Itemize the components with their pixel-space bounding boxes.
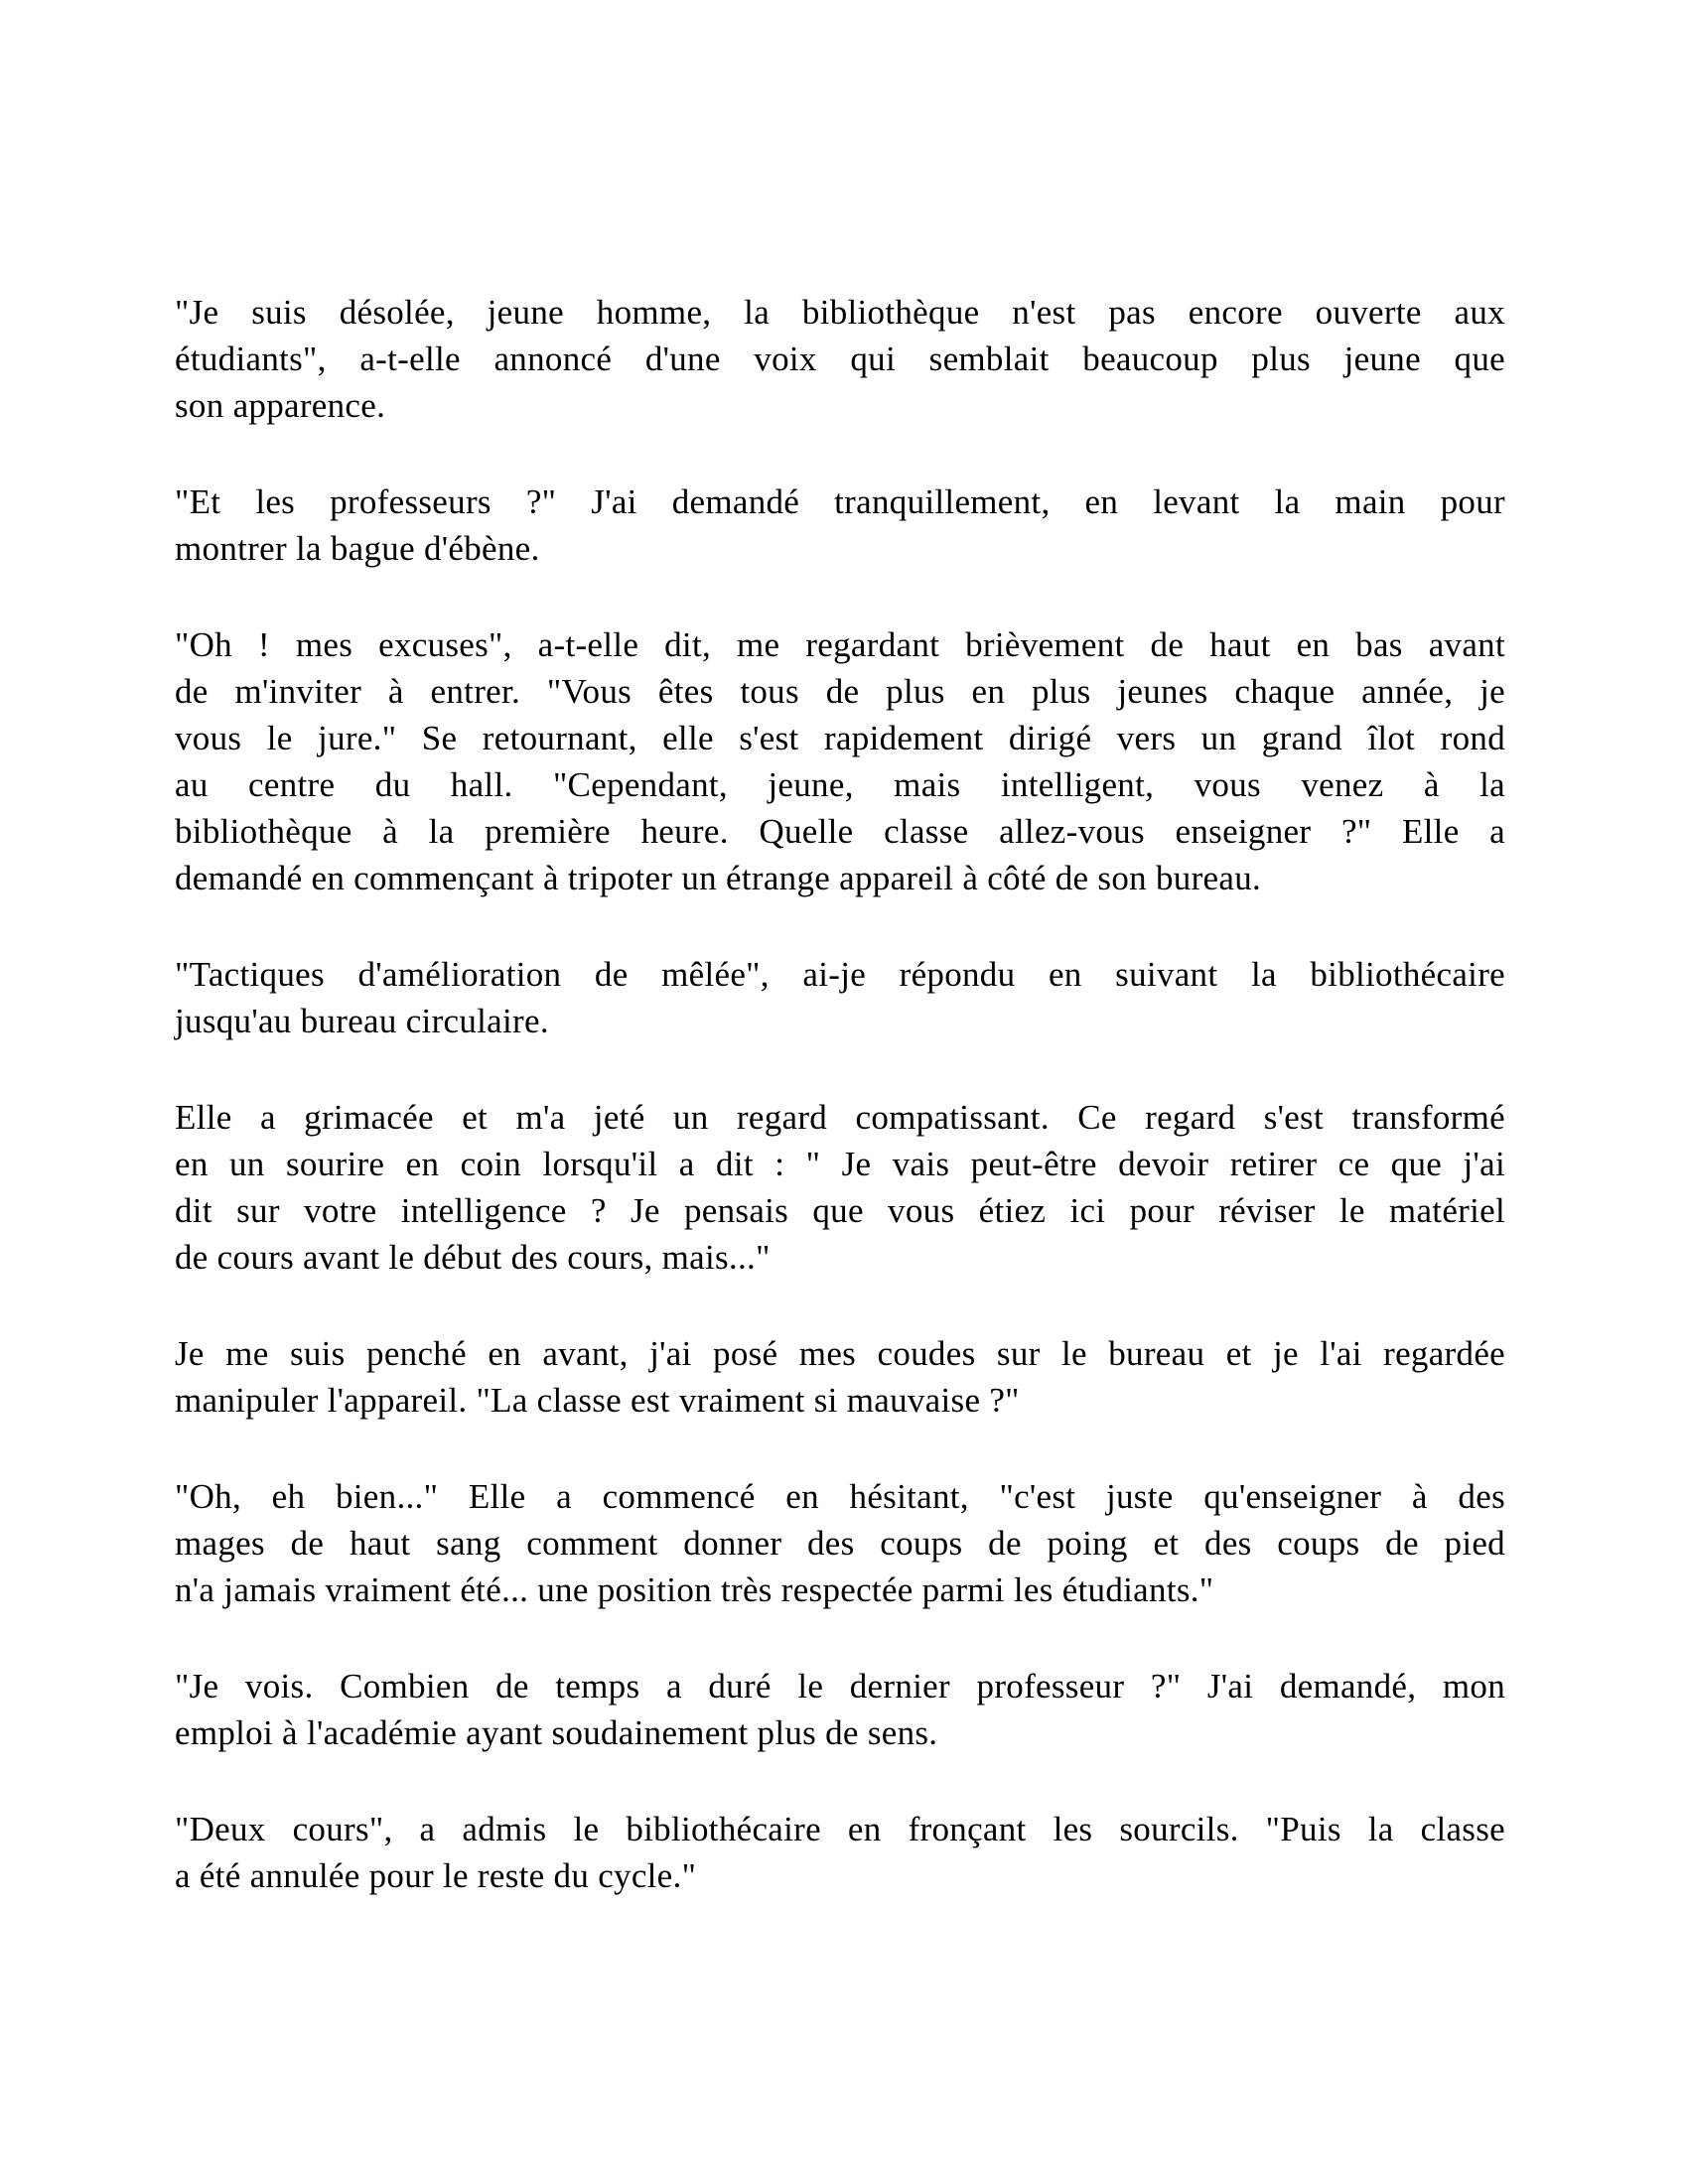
paragraph bbox=[175, 1330, 1505, 1424]
paragraph bbox=[175, 289, 1505, 429]
text-line: "Je vois. Combien de temps a duré le dernier professeur ?" J'ai demandé, mon bbox=[175, 1667, 1505, 1706]
paragraph bbox=[175, 1473, 1505, 1613]
text-line: "Deux cours", a admis le bibliothécaire en fronçant les sourcils. "Puis la classe bbox=[175, 1810, 1505, 1848]
text-line: de m'inviter à entrer. "Vous êtes tous de plus en plus jeunes chaque année, je bbox=[175, 672, 1505, 711]
text-line: bibliothèque à la première heure. Quelle classe allez-vous enseigner ?" Elle a bbox=[175, 812, 1505, 851]
text-line: jusqu'au bureau circulaire. bbox=[175, 1002, 549, 1040]
paragraph bbox=[175, 478, 1505, 572]
text-line: n'a jamais vraiment été... une position très respectée parmi les étudiants." bbox=[175, 1570, 1214, 1609]
text-line: dit sur votre intelligence ? Je pensais que vous étiez ici pour réviser le matériel bbox=[175, 1191, 1505, 1230]
paragraph bbox=[175, 621, 1505, 901]
paragraph bbox=[175, 1663, 1505, 1756]
text-line: son apparence. bbox=[175, 386, 386, 425]
text-line: "Je suis désolée, jeune homme, la bibliothèque n'est pas encore ouverte aux bbox=[175, 293, 1505, 332]
text-line: en un sourire en coin lorsqu'il a dit : " Je vais peut-être devoir retirer ce que j'ai bbox=[175, 1145, 1505, 1183]
text-line: "Tactiques d'amélioration de mêlée", ai-je répondu en suivant la bibliothécaire bbox=[175, 955, 1505, 994]
text-line: mages de haut sang comment donner des coups de poing et des coups de pied bbox=[175, 1524, 1505, 1563]
paragraph bbox=[175, 951, 1505, 1044]
text-line: au centre du hall. "Cependant, jeune, mais intelligent, vous venez à la bbox=[175, 765, 1505, 804]
text-line: a été annulée pour le reste du cycle." bbox=[175, 1856, 697, 1895]
text-line: "Oh ! mes excuses", a-t-elle dit, me regardant brièvement de haut en bas avant bbox=[175, 625, 1505, 664]
text-line: "Oh, eh bien..." Elle a commencé en hésitant, "c'est juste qu'enseigner à des bbox=[175, 1477, 1505, 1516]
text-line: demandé en commençant à tripoter un étrange appareil à côté de son bureau. bbox=[175, 859, 1262, 897]
text-line: Elle a grimacée et m'a jeté un regard compatissant. Ce regard s'est transformé bbox=[175, 1098, 1505, 1137]
text-line: manipuler l'appareil. "La classe est vraiment si mauvaise ?" bbox=[175, 1381, 1020, 1420]
text-line: emploi à l'académie ayant soudainement plus de sens. bbox=[175, 1713, 938, 1752]
text-line: étudiants", a-t-elle annoncé d'une voix qui semblait beaucoup plus jeune que bbox=[175, 340, 1505, 378]
text-line: montrer la bague d'ébène. bbox=[175, 529, 540, 568]
text-line: "Et les professeurs ?" J'ai demandé tranquillement, en levant la main pour bbox=[175, 482, 1505, 521]
story-text bbox=[175, 289, 1505, 1949]
paragraph bbox=[175, 1094, 1505, 1281]
paragraph bbox=[175, 1806, 1505, 1899]
text-line: vous le jure." Se retournant, elle s'est rapidement dirigé vers un grand îlot rond bbox=[175, 719, 1505, 757]
text-line: Je me suis penché en avant, j'ai posé mes coudes sur le bureau et je l'ai regardée bbox=[175, 1334, 1505, 1373]
text-line: de cours avant le début des cours, mais..." bbox=[175, 1238, 771, 1277]
